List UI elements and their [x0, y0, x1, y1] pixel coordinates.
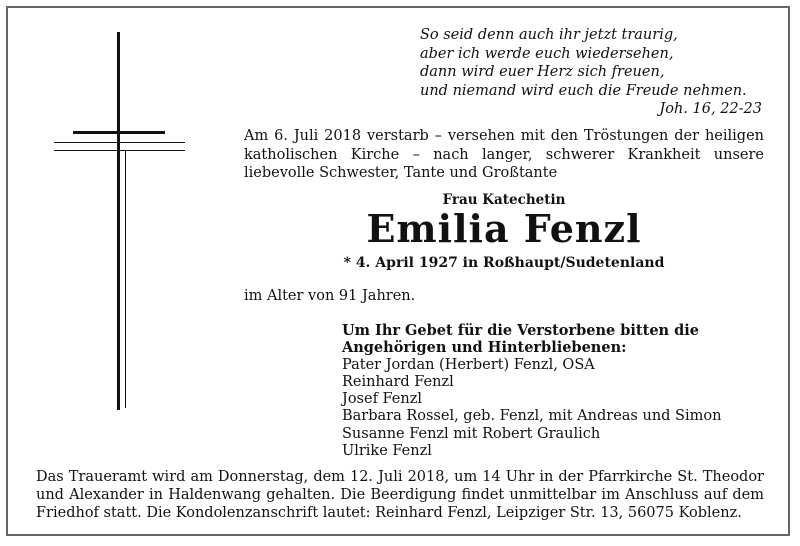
death-announcement: Am 6. Juli 2018 verstarb – versehen mit den Tröstungen der heiligen katholischen Kirche – nach langer, schwerer Krankheit unsere liebevolle Schwester, Tante und Großtante: [244, 128, 764, 181]
mourner-name: Barbara Rossel, geb. Fenzl, mit Andreas und Simon: [342, 408, 722, 425]
quote-line: dann wird euer Herz sich freuen,: [420, 64, 665, 80]
mourners-heading: Um Ihr Gebet für die Verstorbene bitten die Angehörigen und Hinterbliebenen:: [342, 322, 700, 357]
mourner-name: Reinhard Fenzl: [342, 373, 454, 390]
cross-inner-line: [125, 150, 126, 408]
deceased-name: Emilia Fenzl: [366, 206, 642, 251]
mourner-name: Susanne Fenzl mit Robert Graulich: [342, 425, 601, 442]
deceased-title: Frau Katechetin: [442, 192, 566, 208]
cross-rule-bottom: [54, 150, 185, 151]
cross-rule-top: [54, 142, 185, 143]
quote-reference: Joh. 16, 22-23: [659, 101, 762, 117]
bible-quote: [420, 26, 762, 119]
funeral-details: Das Traueramt wird am Donnerstag, dem 12. Juli 2018, um 14 Uhr in der Pfarrkirche St. Theodor und Alexander in Haldenwang gehalten. Die Beerdigung findet unmittelbar im Anschluss auf dem Friedhof statt. Die Kondolenzanschrift lautet: Reinhard Fenzl, Leipziger Str. 13, 56075 Koblenz.: [36, 469, 764, 521]
birth-info: * 4. April 1927 in Roßhaupt/Sudetenland: [343, 255, 665, 271]
mourner-name: Pater Jordan (Herbert) Fenzl, OSA: [342, 356, 595, 373]
cross-vertical-bar: [117, 32, 120, 410]
quote-line: So seid denn auch ihr jetzt traurig,: [420, 27, 678, 43]
age-info: im Alter von 91 Jahren.: [244, 288, 416, 304]
mourner-name: Ulrike Fenzl: [342, 443, 432, 460]
mourner-name: Josef Fenzl: [342, 391, 423, 408]
quote-line: und niemand wird euch die Freude nehmen.: [420, 82, 747, 99]
quote-line: aber ich werde euch wiedersehen,: [420, 45, 674, 62]
mourners-list: [342, 322, 772, 460]
cross-horizontal-bar: [73, 131, 165, 134]
